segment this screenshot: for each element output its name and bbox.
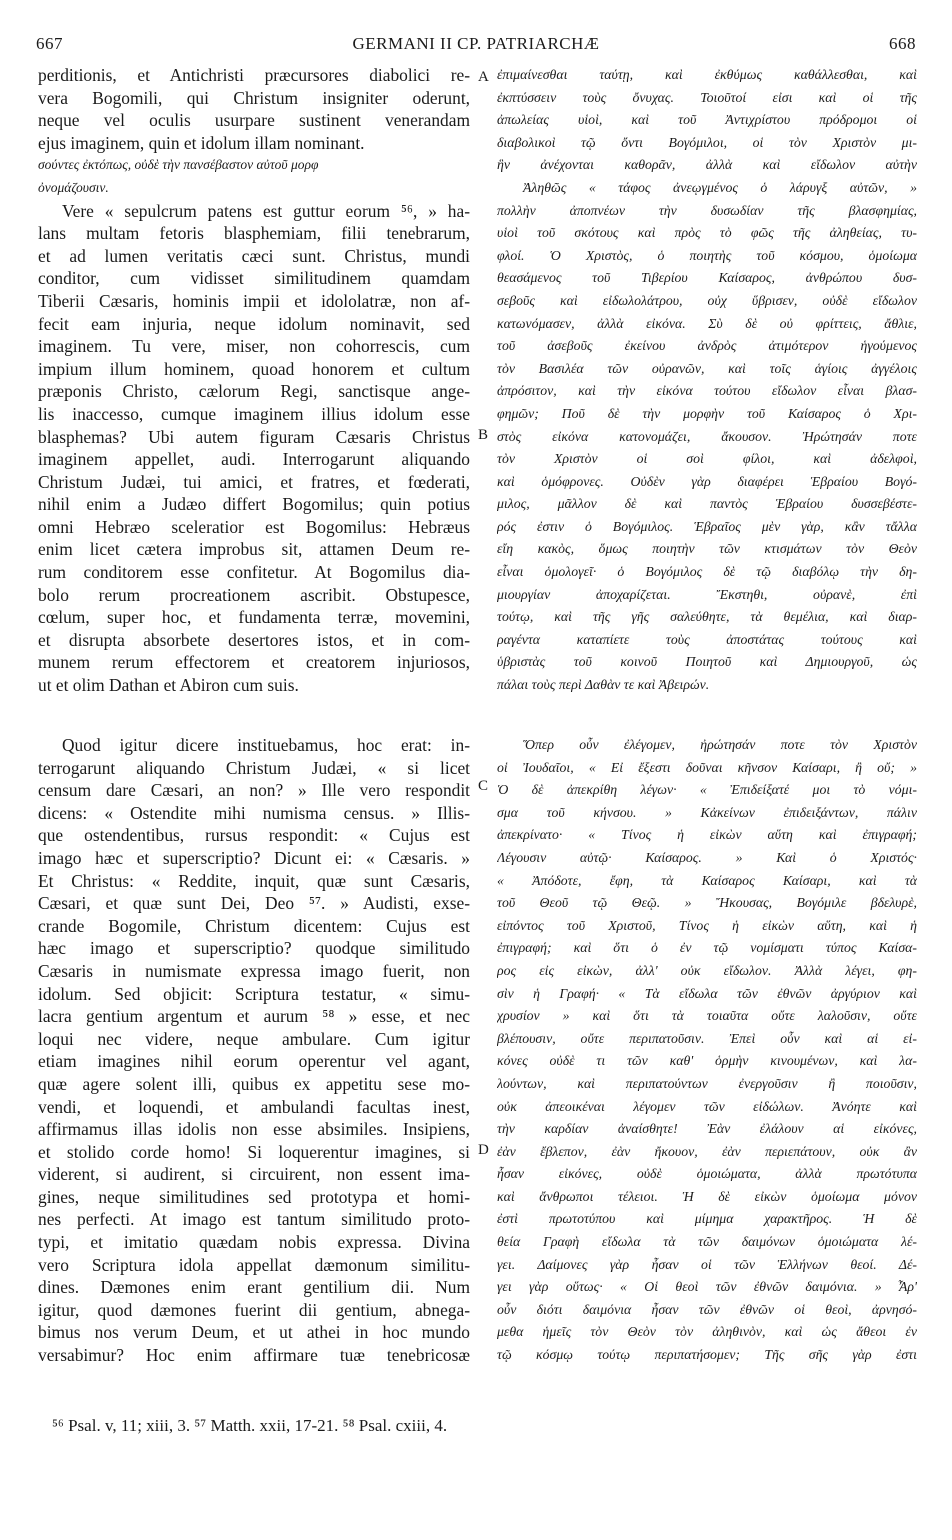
text-line: θεασάμενος τοῦ Τιβερίου Καίσαρος, ἀνθρώπου δυσ- [497,270,917,286]
text-line: θεία Γραφὴ εἴδωλα τὰ τῶν δαιμόνων ὁμοιώματα λέ- [497,1234,917,1250]
text-line: εἴη κακὸς, ὅμως ποιητὴν τῶν κτισμάτων τὸν Θεὸν [497,541,917,557]
margin-marker-a: A [478,69,489,85]
text-line: rum conditorem esse confitetur. At Bogomilus dia- [38,562,470,583]
text-line: munem rerum effectorem et creatorem injuriosos, [38,652,470,673]
text-line: οἱ Ἰουδαῖοι, « Εἰ ἔξεστι δοῦναι κῆνσον Καίσαρι, ἢ οὔ; » [497,759,917,775]
text-line: διαβολικοὶ τῷ ὄντι Βογόμιλοι, οἱ τὸν Χριστὸν μι- [497,134,917,150]
text-line: Vere « sepulcrum patens est guttur eorum ⁵⁶, » ha- [62,200,470,221]
text-line: gines, neque similitudines sed prototypa et homi- [38,1186,470,1207]
text-line: ἐπιγραφή; καὶ ὅτι ὁ ἐν τῷ νομίσματι τύπος Καίσα- [497,940,917,956]
text-line: quæ agere solent illi, quibus ex appetitu sese mo- [38,1073,470,1094]
text-line: εἶναι ὁμολογεῖ· ὁ Βογόμιλος δὲ τῷ διαβόλῳ τὴν δη- [497,564,917,580]
running-header [36,34,916,60]
text-line: Cæsari, et quæ sunt Dei, Deo ⁵⁷. » Audisti, exse- [38,893,470,914]
text-line: nihil enim a Judæo differt Bogomilus; quin potius [38,494,470,515]
text-line: imaginem. Tu vere, miser, non cohorrescis, cum [38,336,470,357]
text-line: Christum Judæi, tui amici, et fratres, et fœderati, [38,471,470,492]
text-line: typi, et imitatio quædam nobis expressa. Divina [38,1232,470,1253]
text-line: ἐὰν ἔβλεπον, ἐὰν ἤκουον, ἐὰν περιεπάτουν, οὐκ ἂν [497,1143,917,1159]
text-line: crande Bogomile, Christum dicentem: Cujus est [38,915,470,936]
text-line: bolo rerum procreationem ascribit. Obstupesce, [38,584,470,605]
margin-marker-c: C [478,778,489,794]
text-line: τὸν Χριστὸν οἱ σοὶ φίλοι, καὶ ἀδελφοὶ, [497,451,917,467]
text-line: ἀπρόσιτον, καὶ τὴν εἰκόνα τούτου εἴδωλον εἶναι βλασ- [497,383,917,399]
text-line: que ostendentibus, rursus respondit: « Cujus est [38,825,470,846]
text-line: « Ἀπόδοτε, ἔφη, τὰ Καίσαρος Καίσαρι, καὶ τὰ [497,872,917,888]
text-line: τοῦ ἀσεβοῦς ἐκείνου ἀνδρὸς ἀτιμότερον ἡγούμενος [497,338,917,354]
text-line: ὀνομάζουσιν. [38,179,109,195]
text-line: lacra gentium argentum et aurum ⁵⁸ » esse, et nec [38,1006,470,1027]
text-line: etiam imagines nihil eorum operentur vel agant, [38,1051,470,1072]
text-line: dicens: « Ostendite mihi numisma census. » Illis- [38,802,470,823]
text-line: ρος εἰς εἰκὼν, ἀλλ' οὐκ εἴδωλον. Ἀλλὰ λέγει, φη- [497,962,917,978]
text-line: imaginem appellet, audi. Interrogarunt aliquando [38,449,470,470]
text-line: omni Hebræo sceleratior est Bogomilus: Hebræus [38,516,470,537]
text-line: Ἀληθῶς « τάφος ἀνεῳγμένος ὁ λάρυγξ αὐτῶν, » [523,179,917,195]
text-line: φημῶν; Ποῦ δὲ τὴν μορφὴν τοῦ Καίσαρος ὁ Χρι- [497,405,917,421]
text-line: censum dare Cæsari, an non? » Ille vero respondit [38,780,470,801]
text-line: ὑβριστὰς τοῦ κοινοῦ Ποιητοῦ καὶ Δημιουργοῦ, ὡς [497,654,917,670]
latin-column-bottom [38,734,470,1367]
text-line: lans multam fetoris blasphemiam, filii tenebrarum, [38,223,470,244]
text-line: et stolido corde homo! Si loquerentur imagines, si [38,1141,470,1162]
text-line: Ὅπερ οὖν ἐλέγομεν, ἠρώτησάν ποτε τὸν Χριστὸν [523,737,917,752]
text-line: στὸς εἰκόνα κατονομάζει, ἄκουσον. Ἠρώτησάν ποτε [497,428,917,444]
greek-column-bottom [497,734,917,1367]
text-line: κατωνόμασεν, ἀλλὰ εἰκόνα. Σὺ δὲ οὐ φρίττεις, ἄθλιε, [497,315,917,331]
text-line: τούτῳ, καὶ τῆς γῆς σαλεύθητε, τὰ θεμέλια, καὶ διαρ- [497,609,917,625]
text-line: πάλαι τοὺς περὶ Δαθὰν τε καὶ Ἀβειρών. [497,677,710,693]
text-line: τὸν Βασιλέα τῶν οὐρανῶν, καὶ τοῖς ἁγίοις ἀγγέλοις [497,360,917,376]
text-line: et disrupta absorbete desertores istos, et in com- [38,629,470,650]
text-line: lis inaccesso, cumque imaginem illius idolum esse [38,403,470,424]
page-number-left: 667 [36,34,63,53]
page-number-right: 668 [889,34,916,53]
text-line: φλοί. Ὁ Χριστὸς, ὁ ποιητὴς τοῦ κόσμου, ὁμοίωμα [497,247,917,263]
text-line: Ὁ δὲ ἀπεκρίθη λέγων· « Ἐπιδείξατέ μοι τὸ νόμι- [497,782,917,798]
footnotes: ⁵⁶ Psal. v, 11; xiii, 3. ⁵⁷ Matth. xxii, 17-21. ⁵⁸ Psal. cxiii, 4. [52,1416,448,1435]
text-line: loqui nec videre, neque ambulare. Cum igitur [38,1028,470,1049]
text-line: τοῦ Θεοῦ τῷ Θεῷ. » Ἤκουσας, Βογόμιλε βδελυρὲ, [497,895,917,911]
text-line: vendi, et loquendi, et ambulandi facultas inest, [38,1096,470,1117]
text-line: nes perfecti. At imago est tantum similitudo proto- [38,1209,470,1230]
text-line: versabimur? Hoc enim affirmare tuæ tenebricosæ [38,1345,470,1366]
text-line: τὴν καρδίαν ἀναίσθητε! Ἐὰν ἐλάλουν αἱ εἰκόνες, [497,1121,917,1137]
text-line: conditor, cum vidisset similitudinem quamdam [38,268,470,289]
text-line: γει γὰρ οὕτως· « Οἱ θεοὶ τῶν ἐθνῶν δαιμόνια. » Ἆρ' [497,1279,917,1295]
text-line: cœlum, super hoc, et fundamenta terræ, movemini, [38,607,470,628]
text-line: fecit eam injuria, neque idolum nominavit, sed [38,313,470,334]
text-line: χρυσίον » καὶ ὅτι τὰ τοιαῦτα οὔτε λαλοῦσιν, οὔτε [497,1008,917,1024]
text-line: ἐκπτύσσειν τοὺς ὄνυχας. Τοιοῦτοί εἰσι καὶ οἱ τῆς [497,89,917,105]
text-line: ἐπιμαίνεσθαι ταύτῃ, καὶ ἐκθύμως καθάλλεσθαι, καὶ [497,67,917,82]
text-line: ἣν ἀνέχονται καθορᾶν, ἀλλὰ καὶ εἴδωλον αὐτὴν [497,157,917,173]
text-line: σεβοῦς καὶ εἰδωλολάτρου, οὐχ ὕβρισεν, οὐδὲ εἴδωλον [497,292,917,308]
text-line: καὶ ἄνθρωποι τέλειοι. Ἡ δὲ εἰκὼν ὁμοίωμα μόνον [497,1188,917,1204]
text-line: impium illum hominem, quoad honorem et cultum [38,358,470,379]
text-line: υἱοὶ τοῦ σκότους καὶ πρὸς τὸ φῶς τῆς ἀληθείας, τυ- [497,225,917,241]
text-line: σμα τοῦ κήνσου. » Κἀκείνων ἐπιδειξάντων, πάλιν [497,804,917,820]
margin-marker-d: D [478,1142,489,1158]
text-line: neque vel oculis usurpare sustinent venerandam [38,110,470,131]
text-line: ἀπεκρίνατο· « Τίνος ἡ εἰκὼν αὕτη καὶ ἐπιγραφή; [497,827,917,843]
text-line: οὖν διότι δαιμόνια ἦσαν τῶν ἐθνῶν οἱ θεοὶ, ἀρνησό- [497,1301,917,1317]
latin-column-top [38,64,470,697]
text-line: vero Scriptura idola appellat dæmonum similitu- [38,1254,470,1275]
text-line: γει. Δαίμονες γὰρ ἦσαν οἱ τῶν Ἑλλήνων θεοί. Δέ- [497,1256,917,1272]
text-line: μιλος, μᾶλλον δὲ καὶ παντὸς Ἑβραίου δυσσεβέστε- [497,496,917,512]
text-line: ἦσαν εἰκόνες, οὐδὲ ὁμοιώματα, ἀλλὰ πρωτότυπα [497,1166,917,1182]
text-line: κόνες οὐδὲ τι τῶν καθ' ὁρμὴν κινουμένων, καὶ λα- [497,1053,917,1069]
text-line: terrogarunt aliquando Christum Judæi, « si licet [38,757,470,778]
text-line: præponis Christo, cælorum Regi, sanctisque ange- [38,381,470,402]
text-line: dines. Dæmones enim erant gentilium dii. Num [38,1277,470,1298]
text-line: τῷ κόσμῳ τούτῳ περιπατήσομεν; Τῆς σῆς γὰρ ἐστι [497,1347,917,1363]
text-line: vera Bogomili, qui Christum insigniter oderunt, [38,87,470,108]
text-line: Tiberii Cæsaris, hominis impii et idololatræ, non af- [38,290,470,311]
text-line: ut et olim Dathan et Abiron cum suis. [38,675,299,696]
text-line: imago hæc et superscriptio? Dicunt ei: « Cæsaris. » [38,847,470,868]
text-line: ρός ἐστιν ὁ Βογόμιλος. Ἑβραῖος μὲν γὰρ, κἂν τἄλλα [497,518,917,534]
text-line: οὐκ ἀπεοικέναι λέγομεν τῶν εἰδώλων. Ἀνόητε καὶ [497,1098,917,1114]
greek-column-top [497,64,917,697]
text-line: ραγέντα καταπίετε τοὺς ἀποστάτας τούτους καὶ [497,631,917,647]
text-line: ἐστὶ πρωτοτύπου καὶ μίμημα χαρακτῆρος. Ἡ δὲ [497,1211,917,1227]
text-line: σὶν ἡ Γραφή· « Τὰ εἴδωλα τῶν ἐθνῶν ἀργύριον καὶ [497,985,917,1001]
text-line: Cæsaris in numismate expressa imago fuerit, non [38,960,470,981]
text-line: καὶ ὁμόφρονες. Οὐδὲν γὰρ διαφέρει Ἑβραίου Βογό- [497,473,917,489]
text-line: μεθα ἡμεῖς τὸν Θεὸν τὸν ἀληθινὸν, καὶ ὡς ἄθεοι ἐν [497,1324,917,1340]
text-line: enim licet cætera improbus sit, attamen Deum re- [38,539,470,560]
text-line: Quod igitur dicere instituebamus, hoc erat: in- [62,735,470,755]
text-line: blasphemas? Ubi autem figuram Cæsaris Christus [38,426,470,447]
text-line: et ad lumen veritatis cæci sunt. Christus, mundi [38,245,470,266]
text-line: λούντων, καὶ περιπατούντων ἐνεργοῦσιν ἢ ποιοῦσιν, [497,1075,917,1091]
text-line: Et Christus: « Reddite, inquit, quæ sunt Cæsaris, [38,870,470,891]
text-line: μιουργίαν ἀποχαρίζεται. Ἔκστηθι, οὐρανὲ, ἐπὶ [497,586,917,602]
running-title: GERMANI II CP. PATRIARCHÆ [352,34,600,53]
margin-marker-b: B [478,427,489,443]
text-line: viderent, si audirent, si circuirent, non essent ima- [38,1164,470,1185]
text-line: igitur, quod dæmones fuerint dii gentium, abnega- [38,1299,470,1320]
text-line: πολλὴν ἀποπνέων τὴν δυσωδίαν τῆς βλασφημίας, [497,202,917,218]
text-line: εἰπόντος τοῦ Χριστοῦ, Τίνος ἡ εἰκὼν αὕτη, καὶ ἡ [497,917,917,933]
text-line: affirmamus illas idolis non esse absimiles. Insipiens, [38,1119,470,1140]
text-line: σούντες ἐκτόπως, οὐδὲ τὴν πανσέβαστον αὐτοῦ μορφ [38,157,319,173]
text-line: ἀπωλείας υἱοὶ, καὶ τοῦ Ἀντιχρίστου πρόδρομοι οἱ [497,112,917,128]
text-line: ejus imaginem, quin et idolum illam nominant. [38,132,365,153]
text-line: bimus nos verum Deum, et ut athei in hoc mundo [38,1322,470,1343]
text-line: Λέγουσιν αὐτῷ· Καίσαρος. » Καὶ ὁ Χριστός· [497,849,917,865]
text-line: perditionis, et Antichristi præcursores diabolici re- [38,65,470,85]
text-line: idolum. Sed objicit: Scriptura testatur, « simu- [38,983,470,1004]
text-line: hæc imago et superscriptio? quodque similitudo [38,938,470,959]
text-line: βλέπουσιν, οὔτε περιπατοῦσιν. Ἐπεὶ οὖν καὶ αἱ εἰ- [497,1030,917,1046]
